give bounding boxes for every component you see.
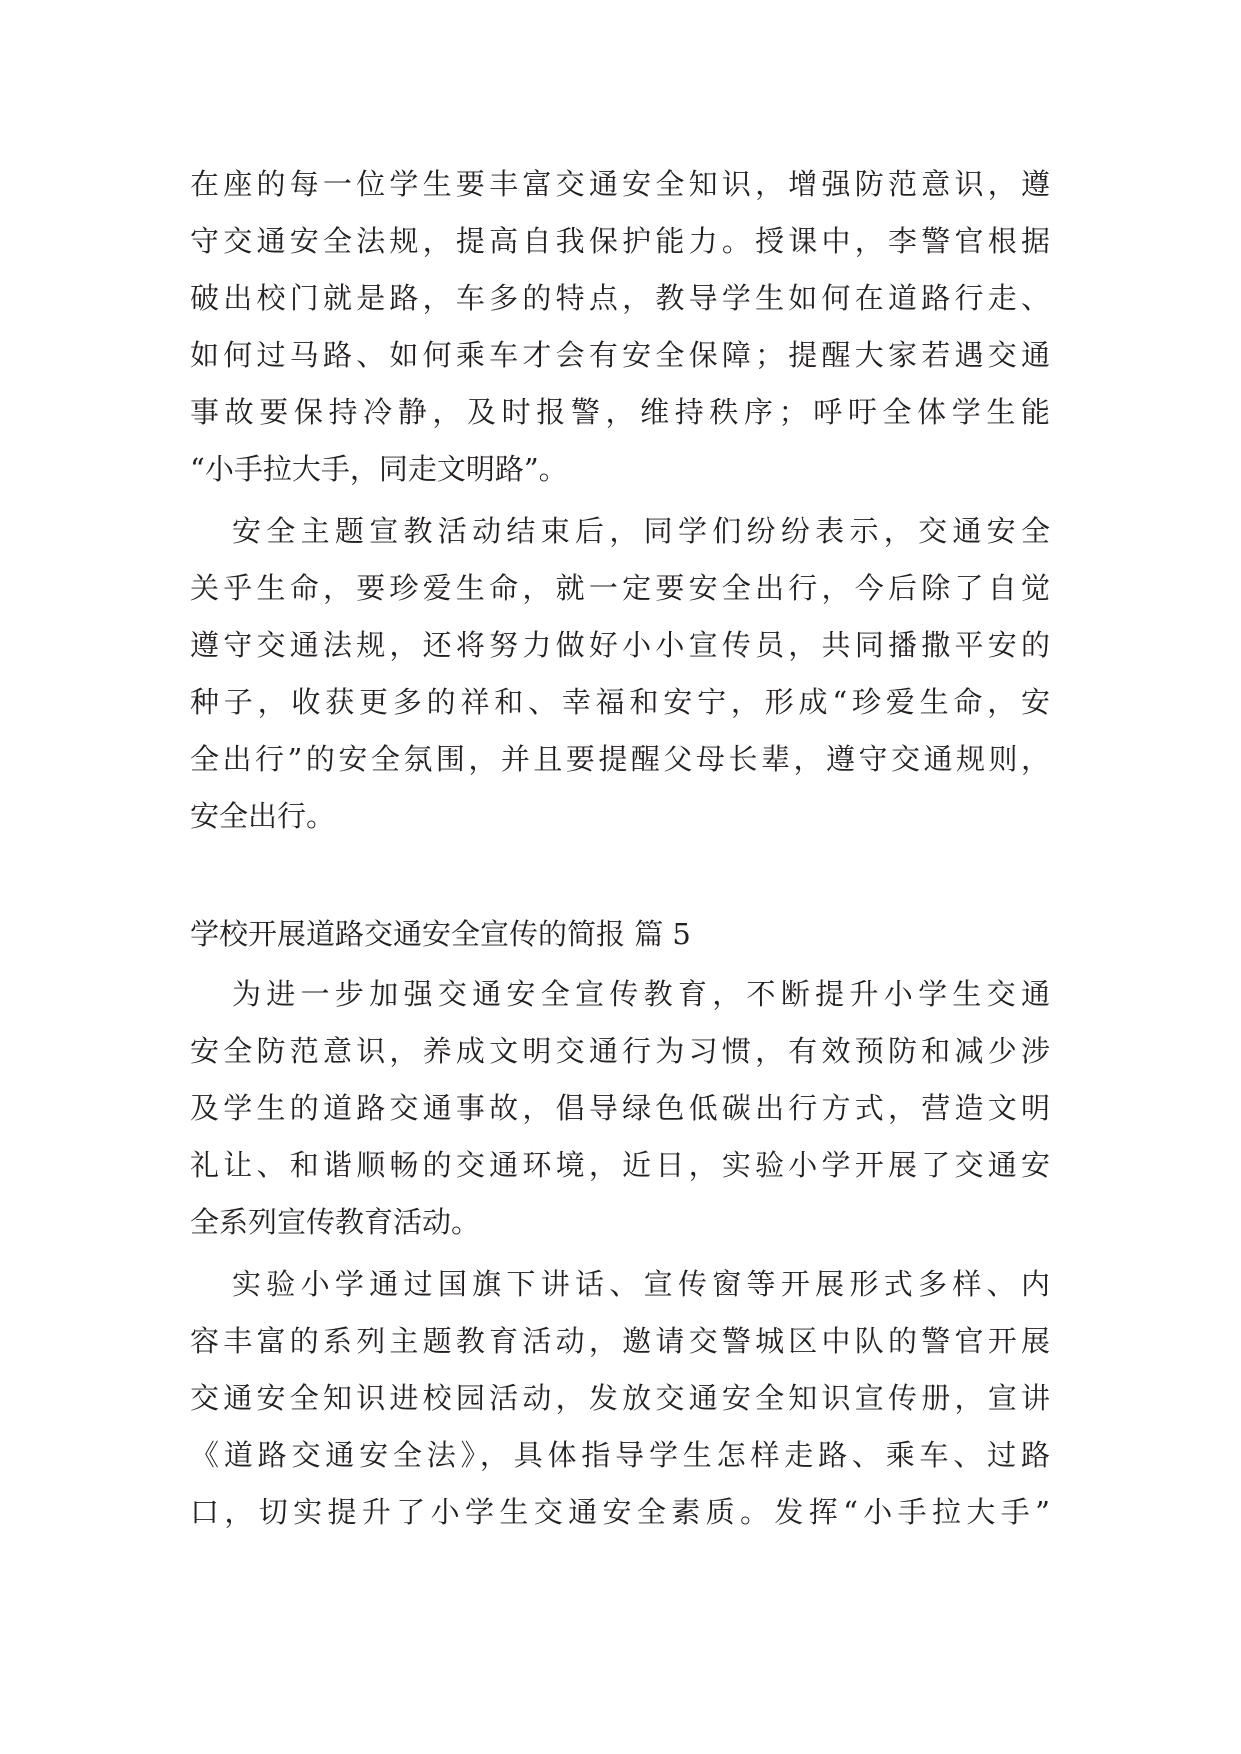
text-line: 种子，收获更多的祥和、幸福和安宁，形成“珍爱生命，安 xyxy=(190,685,1050,719)
paragraph xyxy=(190,1256,1050,1541)
text-line: 守交通安全法规，提高自我保护能力。授课中，李警官根据 xyxy=(190,224,1050,258)
text-line: 全系列宣传教育活动。 xyxy=(190,1205,481,1239)
text-line: 礼让、和谐顺畅的交通环境，近日，实验小学开展了交通安 xyxy=(190,1148,1050,1182)
text-line: 在座的每一位学生要丰富交通安全知识，增强防范意识，遵 xyxy=(190,167,1050,201)
section-heading: 学校开展道路交通安全宣传的简报 篇 5 xyxy=(190,917,691,951)
text-line: “小手拉大手，同走文明路”。 xyxy=(190,452,568,486)
paragraph xyxy=(190,966,1050,1251)
text-line: 《道路交通安全法》，具体指导学生怎样走路、乘车、过路 xyxy=(190,1438,1050,1472)
text-line: 及学生的道路交通事故，倡导绿色低碳出行方式，营造文明 xyxy=(190,1091,1050,1125)
text-line: 遵守交通法规，还将努力做好小小宣传员，共同播撒平安的 xyxy=(190,628,1050,662)
text-line: 安全防范意识，养成文明交通行为习惯，有效预防和减少涉 xyxy=(190,1034,1050,1068)
text-line: 实验小学通过国旗下讲话、宣传窗等开展形式多样、内 xyxy=(232,1267,1050,1301)
text-line: 关乎生命，要珍爱生命，就一定要安全出行，今后除了自觉 xyxy=(190,571,1050,605)
text-line: 破出校门就是路，车多的特点，教导学生如何在道路行走、 xyxy=(190,281,1050,315)
text-line: 安全主题宣教活动结束后，同学们纷纷表示，交通安全 xyxy=(232,514,1050,548)
text-line: 容丰富的系列主题教育活动，邀请交警城区中队的警官开展 xyxy=(190,1324,1050,1358)
text-line: 如何过马路、如何乘车才会有安全保障；提醒大家若遇交通 xyxy=(190,338,1050,372)
text-line: 为进一步加强交通安全宣传教育，不断提升小学生交通 xyxy=(232,977,1050,1011)
text-line: 全出行”的安全氛围，并且要提醒父母长辈，遵守交通规则， xyxy=(190,742,1050,776)
paragraph xyxy=(190,503,1050,845)
paragraph xyxy=(190,156,1050,498)
text-line: 口，切实提升了小学生交通安全素质。发挥“小手拉大手” xyxy=(190,1495,1050,1529)
text-line: 安全出行。 xyxy=(190,799,336,833)
text-line: 事故要保持冷静，及时报警，维持秩序；呼吁全体学生能 xyxy=(190,395,1050,429)
text-line: 交通安全知识进校园活动，发放交通安全知识宣传册，宣讲 xyxy=(190,1381,1050,1415)
